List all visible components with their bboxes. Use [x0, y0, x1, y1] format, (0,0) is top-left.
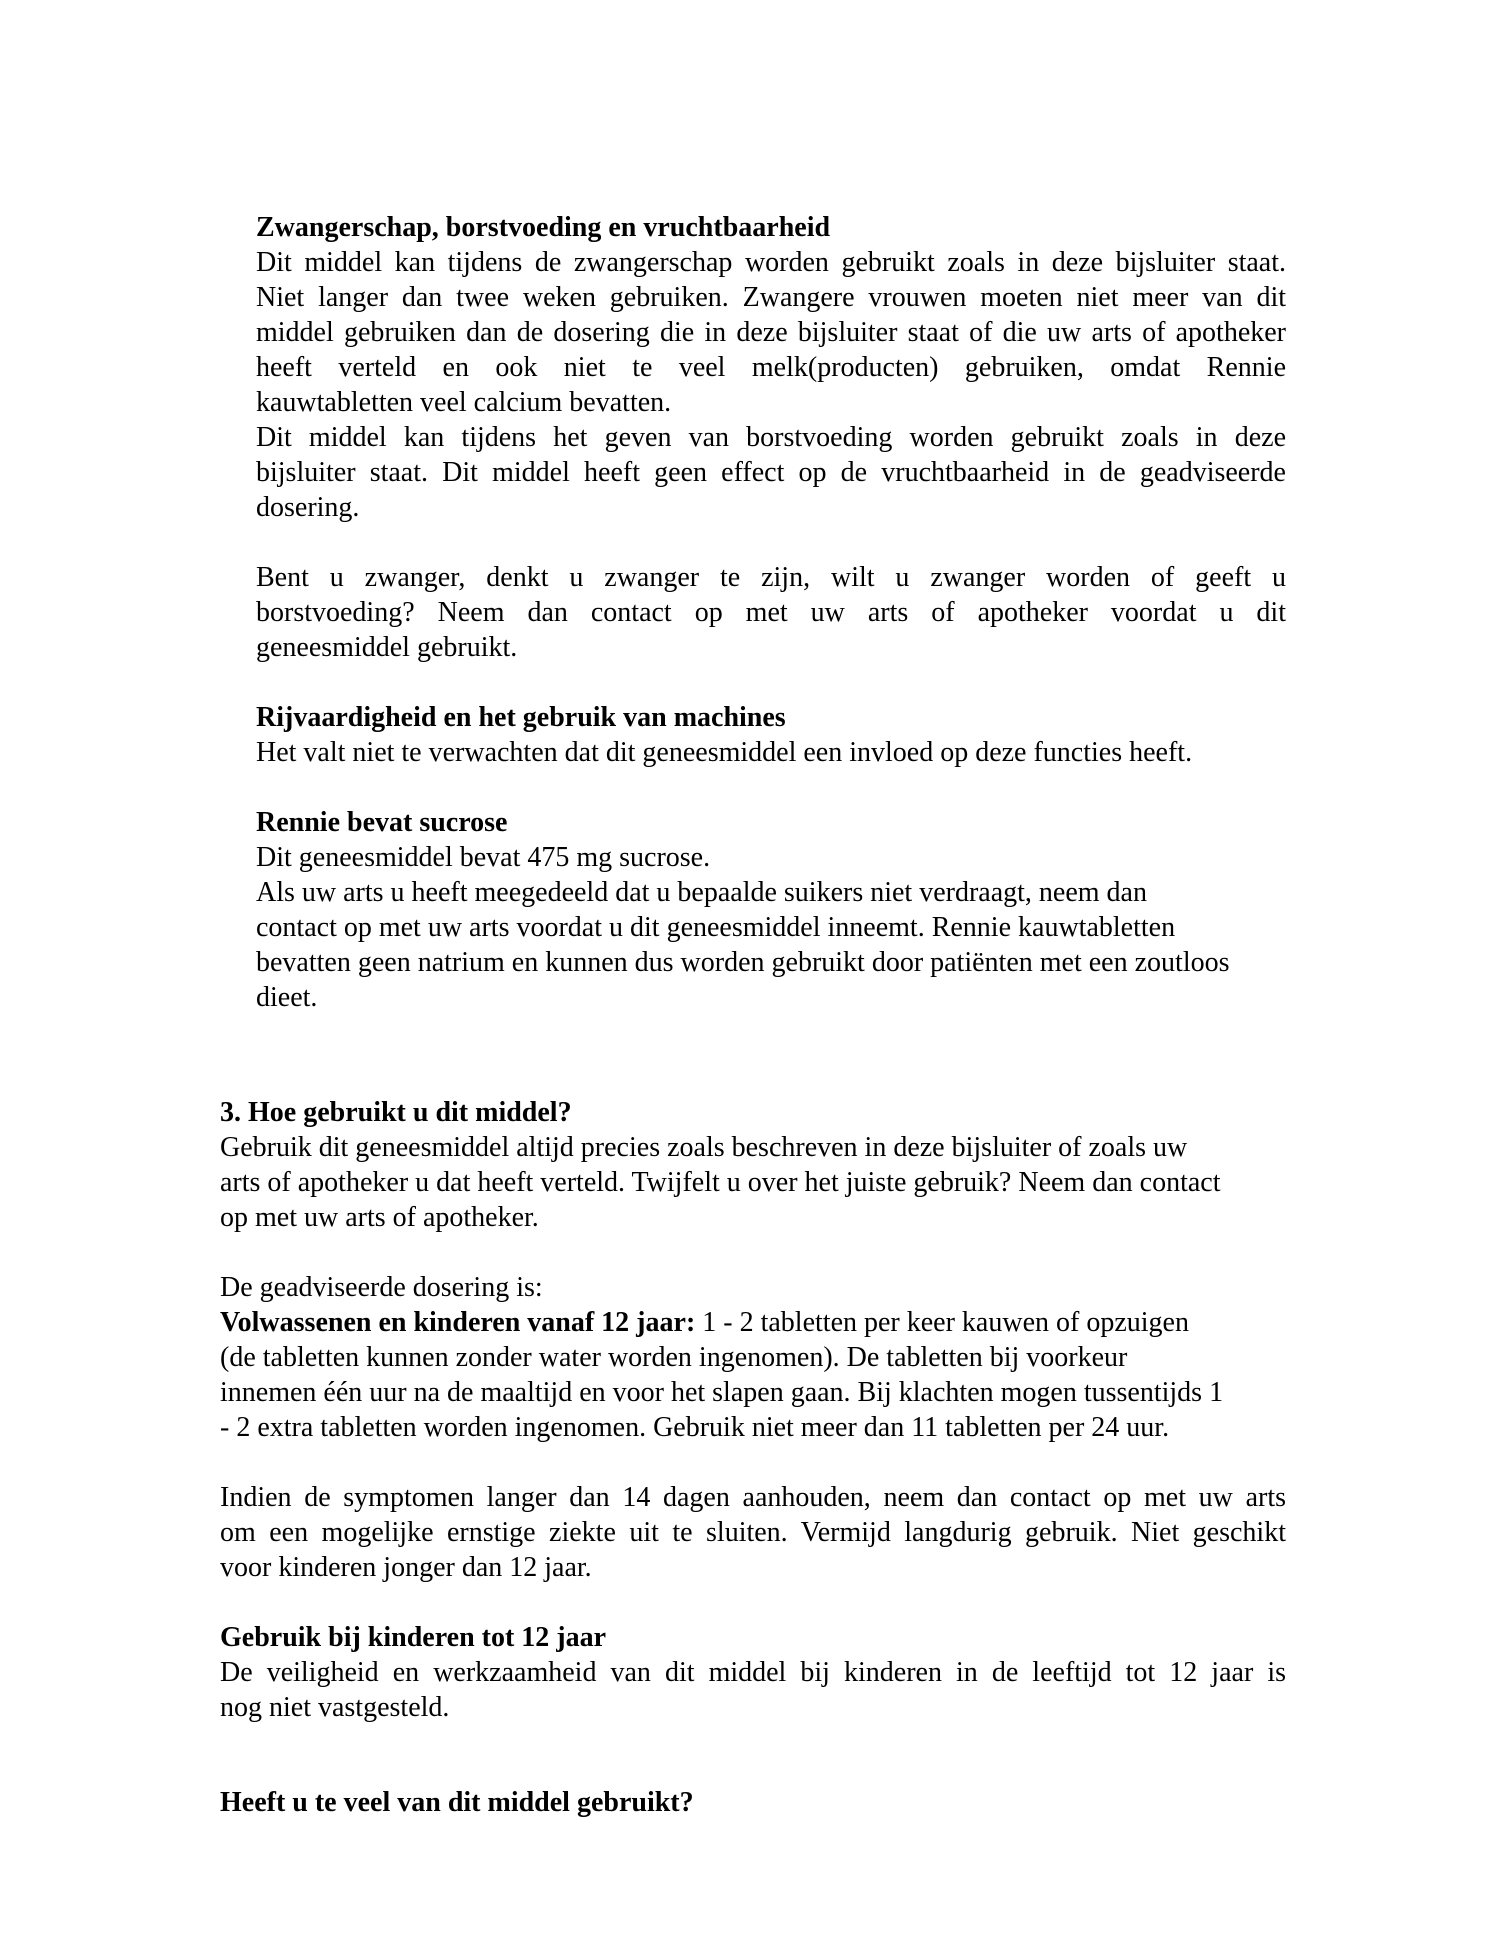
text-line: dieet. — [256, 982, 318, 1013]
text-line: - 2 extra tabletten worden ingenomen. Gebruik niet meer dan 11 tabletten per 24 uur. — [220, 1412, 1170, 1443]
section-heading: 3. Hoe gebruikt u dit middel? — [220, 1097, 572, 1128]
section-heading: Zwangerschap, borstvoeding en vruchtbaarheid — [256, 212, 831, 243]
text-line: Bent u zwanger, denkt u zwanger te zijn, wilt u zwanger worden of geeft u — [256, 562, 1286, 593]
blank-line — [220, 1235, 1286, 1270]
text-line: arts of apotheker u dat heeft verteld. Twijfelt u over het juiste gebruik? Neem dan contact — [220, 1167, 1221, 1198]
text-line: middel gebruiken dan de dosering die in deze bijsluiter staat of die uw arts of apotheker — [256, 317, 1286, 348]
text-line: Dit middel kan tijdens de zwangerschap worden gebruikt zoals in deze bijsluiter staat. — [256, 247, 1286, 278]
text-line: bevatten geen natrium en kunnen dus worden gebruikt door patiënten met een zoutloos — [256, 947, 1230, 978]
text-line: geneesmiddel gebruikt. — [256, 632, 518, 663]
text-line: dosering. — [256, 492, 360, 523]
section-heading: Rijvaardigheid en het gebruik van machines — [256, 702, 786, 733]
section-heading: Heeft u te veel van dit middel gebruikt? — [220, 1787, 694, 1818]
text-line: om een mogelijke ernstige ziekte uit te sluiten. Vermijd langdurig gebruik. Niet geschikt — [220, 1517, 1286, 1548]
text-line: Indien de symptomen langer dan 14 dagen aanhouden, neem dan contact op met uw arts — [220, 1482, 1286, 1513]
blank-line — [256, 665, 1286, 700]
blank-line — [256, 770, 1286, 805]
text-line: Als uw arts u heeft meegedeeld dat u bepaalde suikers niet verdraagt, neem dan — [256, 877, 1147, 908]
blank-line — [220, 1445, 1286, 1480]
lead-in-continuation: 1 - 2 tabletten per keer kauwen of opzuigen — [695, 1307, 1189, 1338]
text-line: nog niet vastgesteld. — [220, 1692, 450, 1723]
text-line: kauwtabletten veel calcium bevatten. — [256, 387, 672, 418]
text-line: innemen één uur na de maaltijd en voor het slapen gaan. Bij klachten mogen tussentijds 1 — [220, 1377, 1224, 1408]
text-line: Niet langer dan twee weken gebruiken. Zwangere vrouwen moeten niet meer van dit — [256, 282, 1286, 313]
text-line: borstvoeding? Neem dan contact op met uw arts of apotheker voordat u dit — [256, 597, 1286, 628]
section-heading: Rennie bevat sucrose — [256, 807, 508, 838]
text-line: Gebruik dit geneesmiddel altijd precies zoals beschreven in deze bijsluiter of zoals uw — [220, 1132, 1188, 1163]
text-line: Dit geneesmiddel bevat 475 mg sucrose. — [256, 842, 711, 873]
text-line: contact op met uw arts voordat u dit geneesmiddel inneemt. Rennie kauwtabletten — [256, 912, 1176, 943]
text-line: voor kinderen jonger dan 12 jaar. — [220, 1552, 592, 1583]
text-line: op met uw arts of apotheker. — [220, 1202, 539, 1233]
blank-line — [256, 525, 1286, 560]
section-pregnancy-driving-sucrose — [0, 0, 1286, 1015]
text-line: (de tabletten kunnen zonder water worden ingenomen). De tabletten bij voorkeur — [220, 1342, 1128, 1373]
text-line: Dit middel kan tijdens het geven van borstvoeding worden gebruikt zoals in deze — [256, 422, 1286, 453]
text-line: bijsluiter staat. Dit middel heeft geen effect op de vruchtbaarheid in de geadviseerde — [256, 457, 1286, 488]
section-how-to-use — [0, 1095, 1286, 1820]
text-line: De veiligheid en werkzaamheid van dit middel bij kinderen in de leeftijd tot 12 jaar is — [220, 1657, 1286, 1688]
text-line: heeft verteld en ook niet te veel melk(producten) gebruiken, omdat Rennie — [256, 352, 1286, 383]
large-spacer — [220, 1725, 1286, 1785]
text-line: Het valt niet te verwachten dat dit geneesmiddel een invloed op deze functies heeft. — [256, 737, 1193, 768]
blank-line — [220, 1585, 1286, 1620]
bold-lead-in: Volwassenen en kinderen vanaf 12 jaar: — [220, 1307, 696, 1338]
text-line: De geadviseerde dosering is: — [220, 1272, 543, 1303]
section-heading: Gebruik bij kinderen tot 12 jaar — [220, 1622, 607, 1653]
text-line — [220, 1305, 1286, 1340]
